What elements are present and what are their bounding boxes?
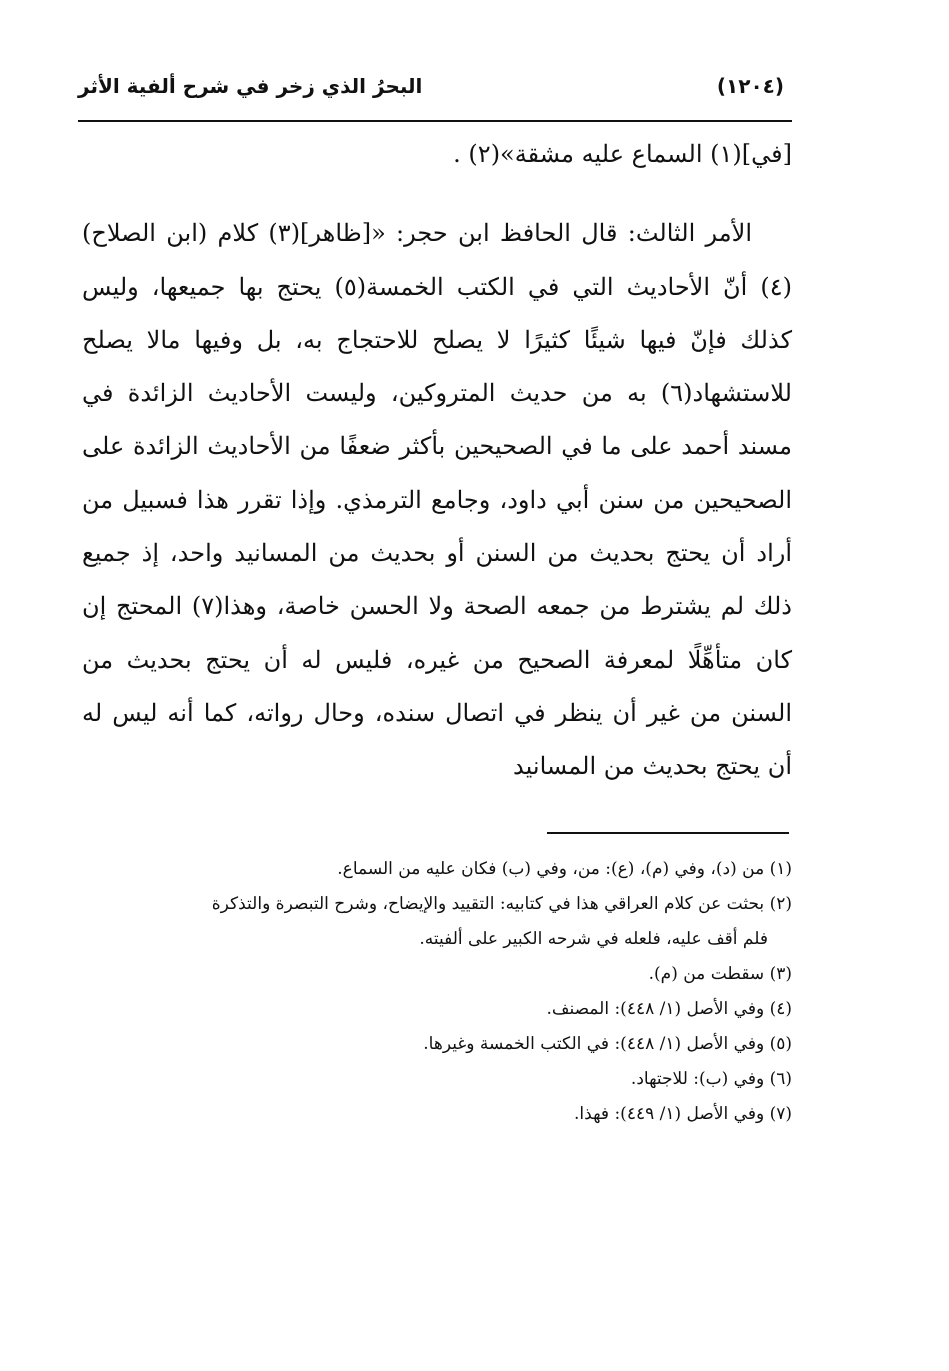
footnote-6: (٦) وفي (ب): للاجتهاد. [630,1069,792,1089]
footnote-separator [547,832,789,834]
paragraph-continuation: [في](١) السماع عليه مشقة»(٢) . [453,140,792,168]
header-rule [78,120,792,122]
footnote-7: (٧) وفي الأصل (١/ ٤٤٩): فهذا. [574,1104,792,1124]
footnote-3: (٣) سقطت من (م). [648,964,792,984]
main-text [82,128,792,794]
footnote-5: (٥) وفي الأصل (١/ ٤٤٨): في الكتب الخمسة وغيرها. [423,1034,792,1054]
book-title: البحرُ الذي زخر في شرح ألفية الأثر [78,74,423,98]
footnotes [82,852,792,1132]
paragraph-third-matter: الأمر الثالث: قال الحافظ ابن حجر: «[ظاهر](٣) كلام (ابن الصلاح)(٤) أنّ الأحاديث التي في الكتب الخمسة(٥) يحتج بها جميعها، وليس كذلك فإنّ فيها شيئًا كثيرًا لا يصلح للاحتجاج به، بل وفيها مالا يصلح للاستشهاد(٦) به من حديث المتروكين، وليست الأحاديث الزائدة في مسند أحمد على ما في الصحيحين بأكثر ضعفًا من الأحاديث الزائدة على الصحيحين من سنن أبي داود، وجامع الترمذي. وإذا تقرر هذا فسبيل من أراد أن يحتج بحديث من السنن أو بحديث من المسانيد واحد، إذ جميع ذلك لم يشترط من جمعه الصحة ولا الحسن خاصة، وهذا(٧) المحتج إن كان متأهِّلًا لمعرفة الصحيح من غيره، فليس له أن يحتج بحديث من السنن من غير أن ينظر في اتصال سنده، وحال رواته، كما أنه ليس له أن يحتج بحديث من المسانيد [82,219,793,781]
footnote-4: (٤) وفي الأصل (١/ ٤٤٨): المصنف. [546,999,792,1019]
footnote-1: (١) من (د)، وفي (م)، (ع): من، وفي (ب) فكان عليه من السماع. [337,859,792,879]
running-header [78,66,792,122]
footnote-2: (٢) بحثت عن كلام العراقي هذا في كتابيه: التقييد والإيضاح، وشرح التبصرة والتذكرة [211,894,792,914]
page-number: (١٢٠٤) [716,74,784,98]
footnote-2-continuation: فلم أقف عليه، فلعله في شرحه الكبير على ألفيته. [419,929,768,949]
